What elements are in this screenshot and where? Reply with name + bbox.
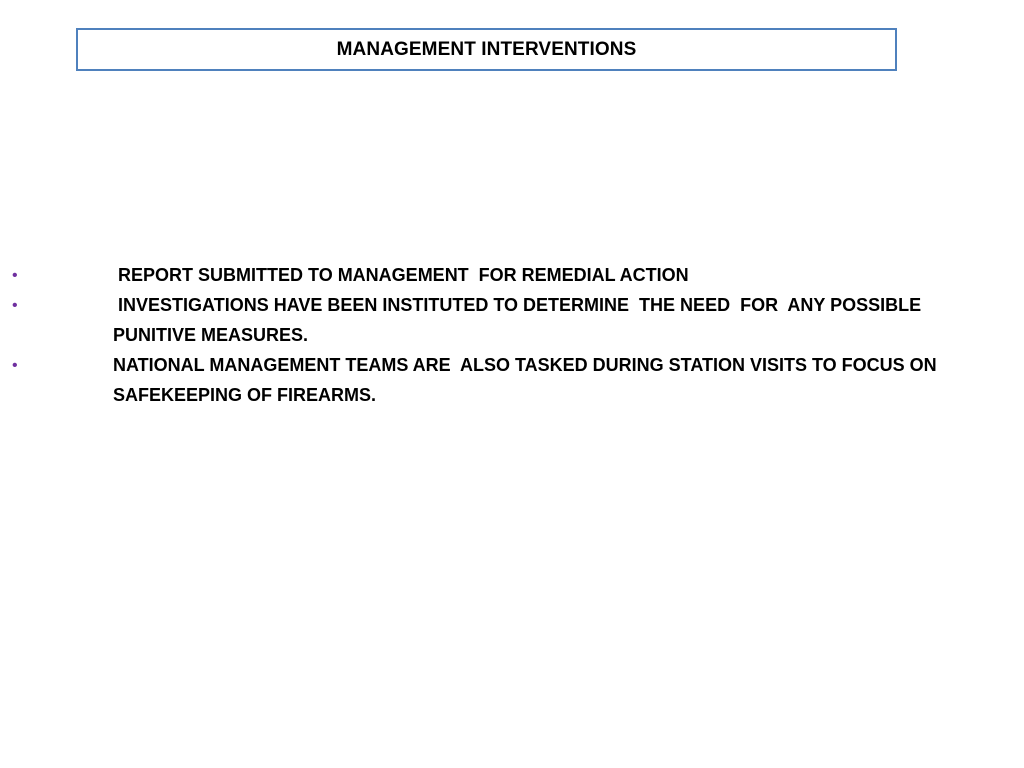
bullet-list	[0, 260, 1024, 410]
bullet-icon: •	[12, 357, 18, 374]
bullet-text: NATIONAL MANAGEMENT TEAMS ARE ALSO TASKED DURING STATION VISITS TO FOCUS ON SAFEKEEPING OF FIREARMS.	[113, 355, 942, 405]
slide-title: MANAGEMENT INTERVENTIONS	[336, 38, 637, 60]
bullet-text: INVESTIGATIONS HAVE BEEN INSTITUTED TO DETERMINE THE NEED FOR ANY POSSIBLE PUNITIVE MEASURES.	[113, 295, 932, 345]
bullet-item	[0, 350, 1024, 410]
bullet-item	[0, 290, 1024, 350]
bullet-text: REPORT SUBMITTED TO MANAGEMENT FOR REMEDIAL ACTION	[113, 265, 689, 285]
bullet-icon: •	[12, 297, 18, 314]
title-box	[76, 28, 897, 71]
bullet-item	[0, 260, 1024, 290]
bullet-icon: •	[12, 267, 18, 284]
